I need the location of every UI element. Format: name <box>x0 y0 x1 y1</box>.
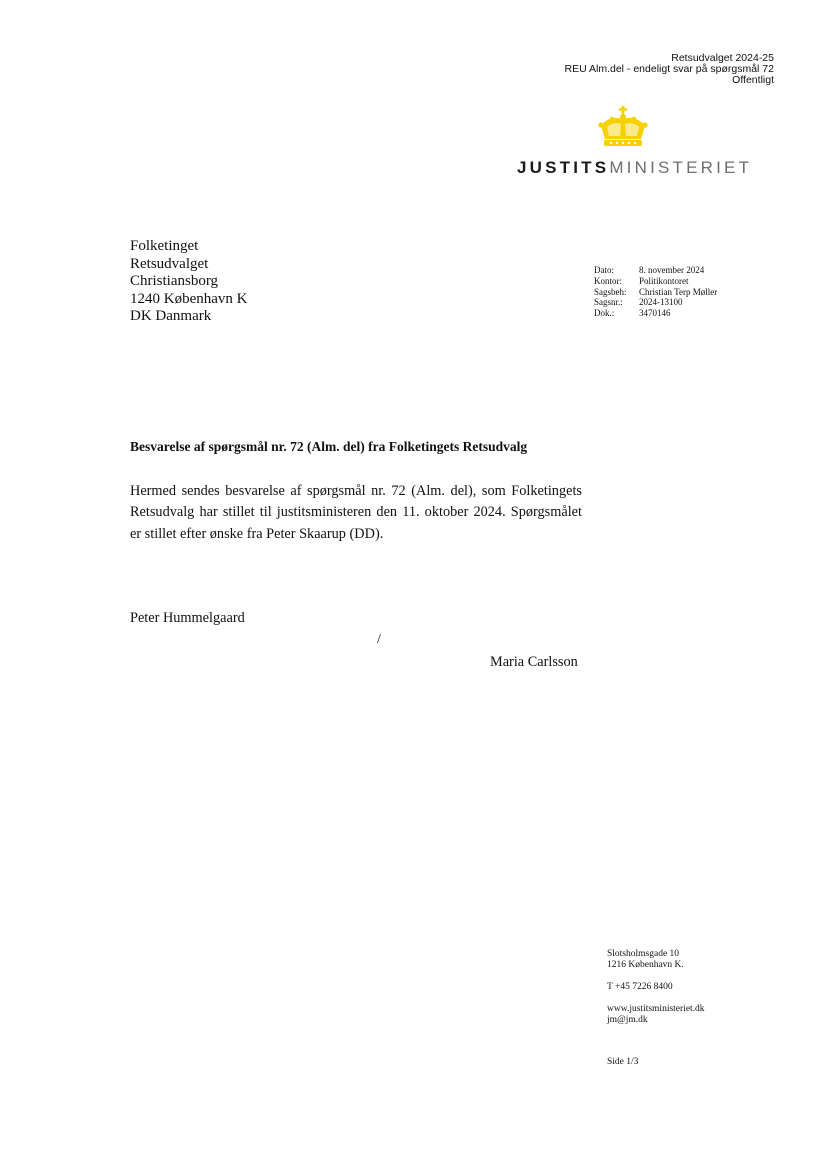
crown-icon <box>597 106 649 150</box>
letter-body: Hermed sendes besvarelse af spørgsmål nr. 72 (Alm. del), som Folketingets Retsudvalg har stillet til justitsministeren den 11. oktober 2024. Spørgsmålet er stillet efter ønske fra Peter Skaarup (DD). <box>130 483 582 542</box>
ministry-contact-block <box>607 949 705 1026</box>
signature-separator: / <box>377 632 381 647</box>
logo-word-justits: JUSTITS <box>517 158 610 177</box>
recipient-line: 1240 København K <box>130 290 248 307</box>
meta-row <box>594 265 717 276</box>
document-header <box>564 53 774 86</box>
reference-line: REU Alm.del - endeligt svar på spørgsmål 72 <box>564 63 774 75</box>
meta-row <box>594 297 717 308</box>
meta-row <box>594 287 717 298</box>
meta-value: 3470146 <box>639 308 671 319</box>
ministry-logo-text <box>517 158 752 178</box>
email-link[interactable]: jm@jm.dk <box>607 1015 648 1025</box>
recipient-line: Folketinget <box>130 238 199 254</box>
committee-line: Retsudvalget 2024-25 <box>671 52 774 64</box>
signatory-minister: Peter Hummelgaard <box>130 610 245 626</box>
logo-word-ministeriet: MINISTERIET <box>609 158 753 177</box>
page-number: Side 1/3 <box>607 1057 639 1067</box>
meta-key: Sagsnr.: <box>594 297 623 308</box>
meta-key: Sagsbeh: <box>594 286 627 297</box>
meta-value: Politikontoret <box>639 275 689 286</box>
meta-value: 2024-13100 <box>639 297 683 308</box>
address-line: 1216 København K. <box>607 960 684 970</box>
address-line: Slotsholmsgade 10 <box>607 949 680 959</box>
recipient-line: DK Danmark <box>130 308 212 325</box>
phone-number: T +45 7226 8400 <box>607 982 673 992</box>
website-link[interactable]: www.justitsministeriet.dk <box>607 1004 705 1014</box>
letter-subject: Besvarelse af spørgsmål nr. 72 (Alm. del) fra Folketingets Retsudvalg <box>130 439 528 454</box>
meta-key: Dok.: <box>594 308 615 319</box>
case-metadata-table <box>594 265 717 319</box>
meta-row <box>594 308 717 319</box>
meta-row <box>594 276 717 287</box>
meta-value: Christian Terp Møller <box>639 286 718 297</box>
recipient-address <box>130 238 247 326</box>
meta-key: Dato: <box>594 265 614 275</box>
meta-value: 8. november 2024 <box>639 265 705 275</box>
recipient-line: Retsudvalget <box>130 255 209 272</box>
meta-key: Kontor: <box>594 275 622 286</box>
recipient-line: Christiansborg <box>130 273 219 290</box>
classification-line: Offentligt <box>732 74 774 86</box>
signatory-official: Maria Carlsson <box>490 654 578 670</box>
